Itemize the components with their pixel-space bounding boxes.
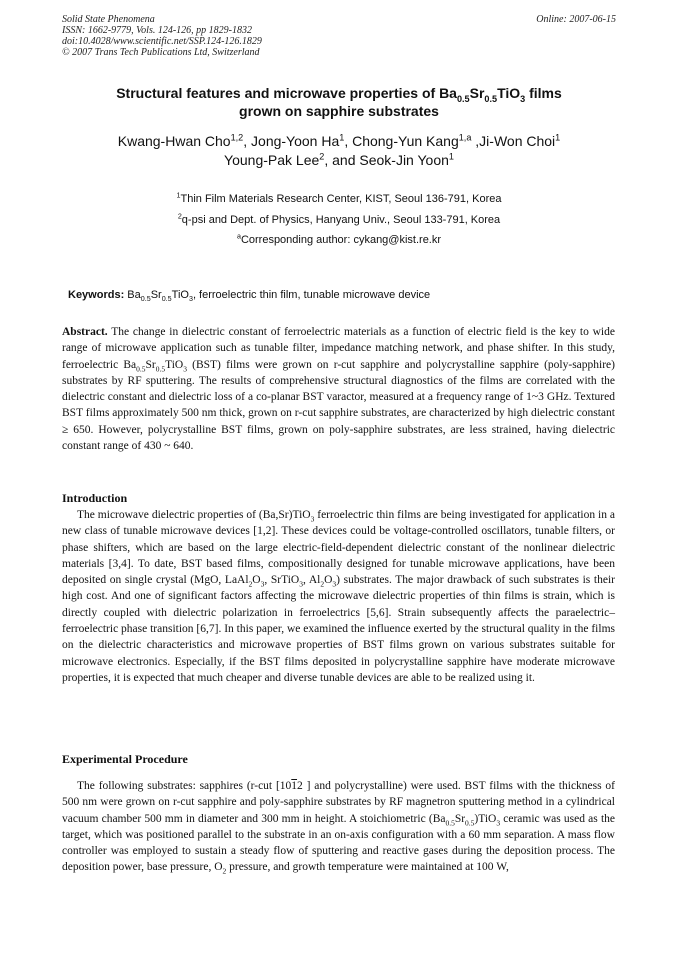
paper-title: Structural features and microwave properties of $Ba_{0.5}Sr_{0.5}TiO_3$ films grown on sapphire substrates [116,85,562,119]
online-date: Online: 2007-06-15 [536,14,616,25]
keywords: Keywords: $Ba_{0.5}Sr_{0.5}TiO_3$, ferroelectric thin film, tunable microwave device [68,289,431,304]
copyright-line: © 2007 Trans Tech Publications Ltd, Switzerland [62,47,260,58]
affiliations [40,189,638,251]
introduction-paragraph: The microwave dielectric properties of (Ba,Sr)TiO$_3$ ferroelectric thin films are being investigated for application in a new class of tunable microwave devices [1,2]. These devices could be voltage-controlled oscillators, tunable filters, or phase shifters, which are based on the large electric-field-dependent dielectric constant of the nonlinear dielectric materials [3,4]. To date, BST based films, compositionally designed for tunable microwave applications, have been deposited on single crystal (MgO, $LaAl_2O_3$, SrTiO$_3$, $Al_2O_3$) substrates. The major drawback of such substrates is their high cost. And one of significant factors affecting the microwave dielectric properties of thin films is strain, which is directly coupled with dielectric polarization in ferroelectrics [5,6]. Strain subsequently affects the paraelectric–ferroelectric phase transition [6,7]. In this paper, we examined the influence exerted by the structural quality in the films on the dielectric characteristics and microwave properties of BST films grown on various substrates suitable for microwave electronics. Especially, if the BST films deposited in polycrystalline sapphire have moderate microwave properties, it is expected that much cheaper and diverse tunable devices are able to be realized using it. [62,509,615,684]
author-list: Kwang-Hwan Cho$^{1,2}$, Jong-Yoon Ha$^1$, Chong-Yun Kang$^{1,a}$ ,Ji-Won Choi$^1$ Young-Pak Lee$^2$, and Seok-Jin Yoon$^1$ [117,132,561,168]
doi-line: doi:10.4028/www.scientific.net/SSP.124-126.1829 [62,36,262,47]
affiliation-2: $^2$q-psi and Dept. of Physics, Hanyang Univ., Seoul 133-791, Korea [177,211,501,226]
abstract: Abstract. The change in dielectric constant of ferroelectric materials as a function of electric field is the key to wide range of microwave application such as tunable filter, impedance matching network, and phase shifter. In this study, ferroelectric $Ba_{0.5}Sr_{0.5}TiO_3$ (BST) films were grown on r-cut sapphire and polycrystalline sapphire (poly-sapphire) substrates by RF sputtering. The results of comprehensive structural diagnostics of the films are correlated with the dielectric constant and dielectric loss of a co-planar BST varactor, measured at a frequency range of 1~3 GHz. Textured BST films approximately 500 nm thick, grown on r-cut sapphire substrates, are characterized by high dielectric constant ≥ 650. However, polycrystalline BST films, grown on poly-sapphire substrates, are less strained, having dielectric constant range of 430 ~ 640. [62,326,615,453]
experimental-heading: Experimental Procedure [62,752,188,766]
issn-line: ISSN: 1662-9779, Vols. 124-126, pp 1829-1832 [62,25,252,36]
introduction-heading: Introduction [62,491,128,505]
keywords-label: Keywords: [68,289,125,301]
corresponding-author: $^a$Corresponding author: cykang@kist.re.kr [236,232,442,246]
abstract-label: Abstract. [62,326,108,338]
journal-header [62,14,262,58]
experimental-paragraph: The following substrates: sapphires (r-cut [1012 ] and polycrystalline) were used. BST films with the thickness of 500 nm were grown on r-cut sapphire and poly-sapphire substrates by RF magnetron sputtering method in a cylindrical vacuum chamber 500 mm in diameter and 300 mm in height. A stoichiometric $(Ba_{0.5}Sr_{0.5})TiO_3$ ceramic was used as the target, which was positioned parallel to the substrate in an on-axis configuration with a 60 mm separation. A mass flow controller was employed to sustain a steady flow of sputtering and reactive gases during the deposition process. The deposition power, base pressure, $O_2$ pressure, and growth temperature were maintained at 100 W, [62,780,615,876]
affiliation-1: $^1$Thin Film Materials Research Center, KIST, Seoul 136-791, Korea [176,191,502,205]
journal-name: Solid State Phenomena [62,14,155,25]
